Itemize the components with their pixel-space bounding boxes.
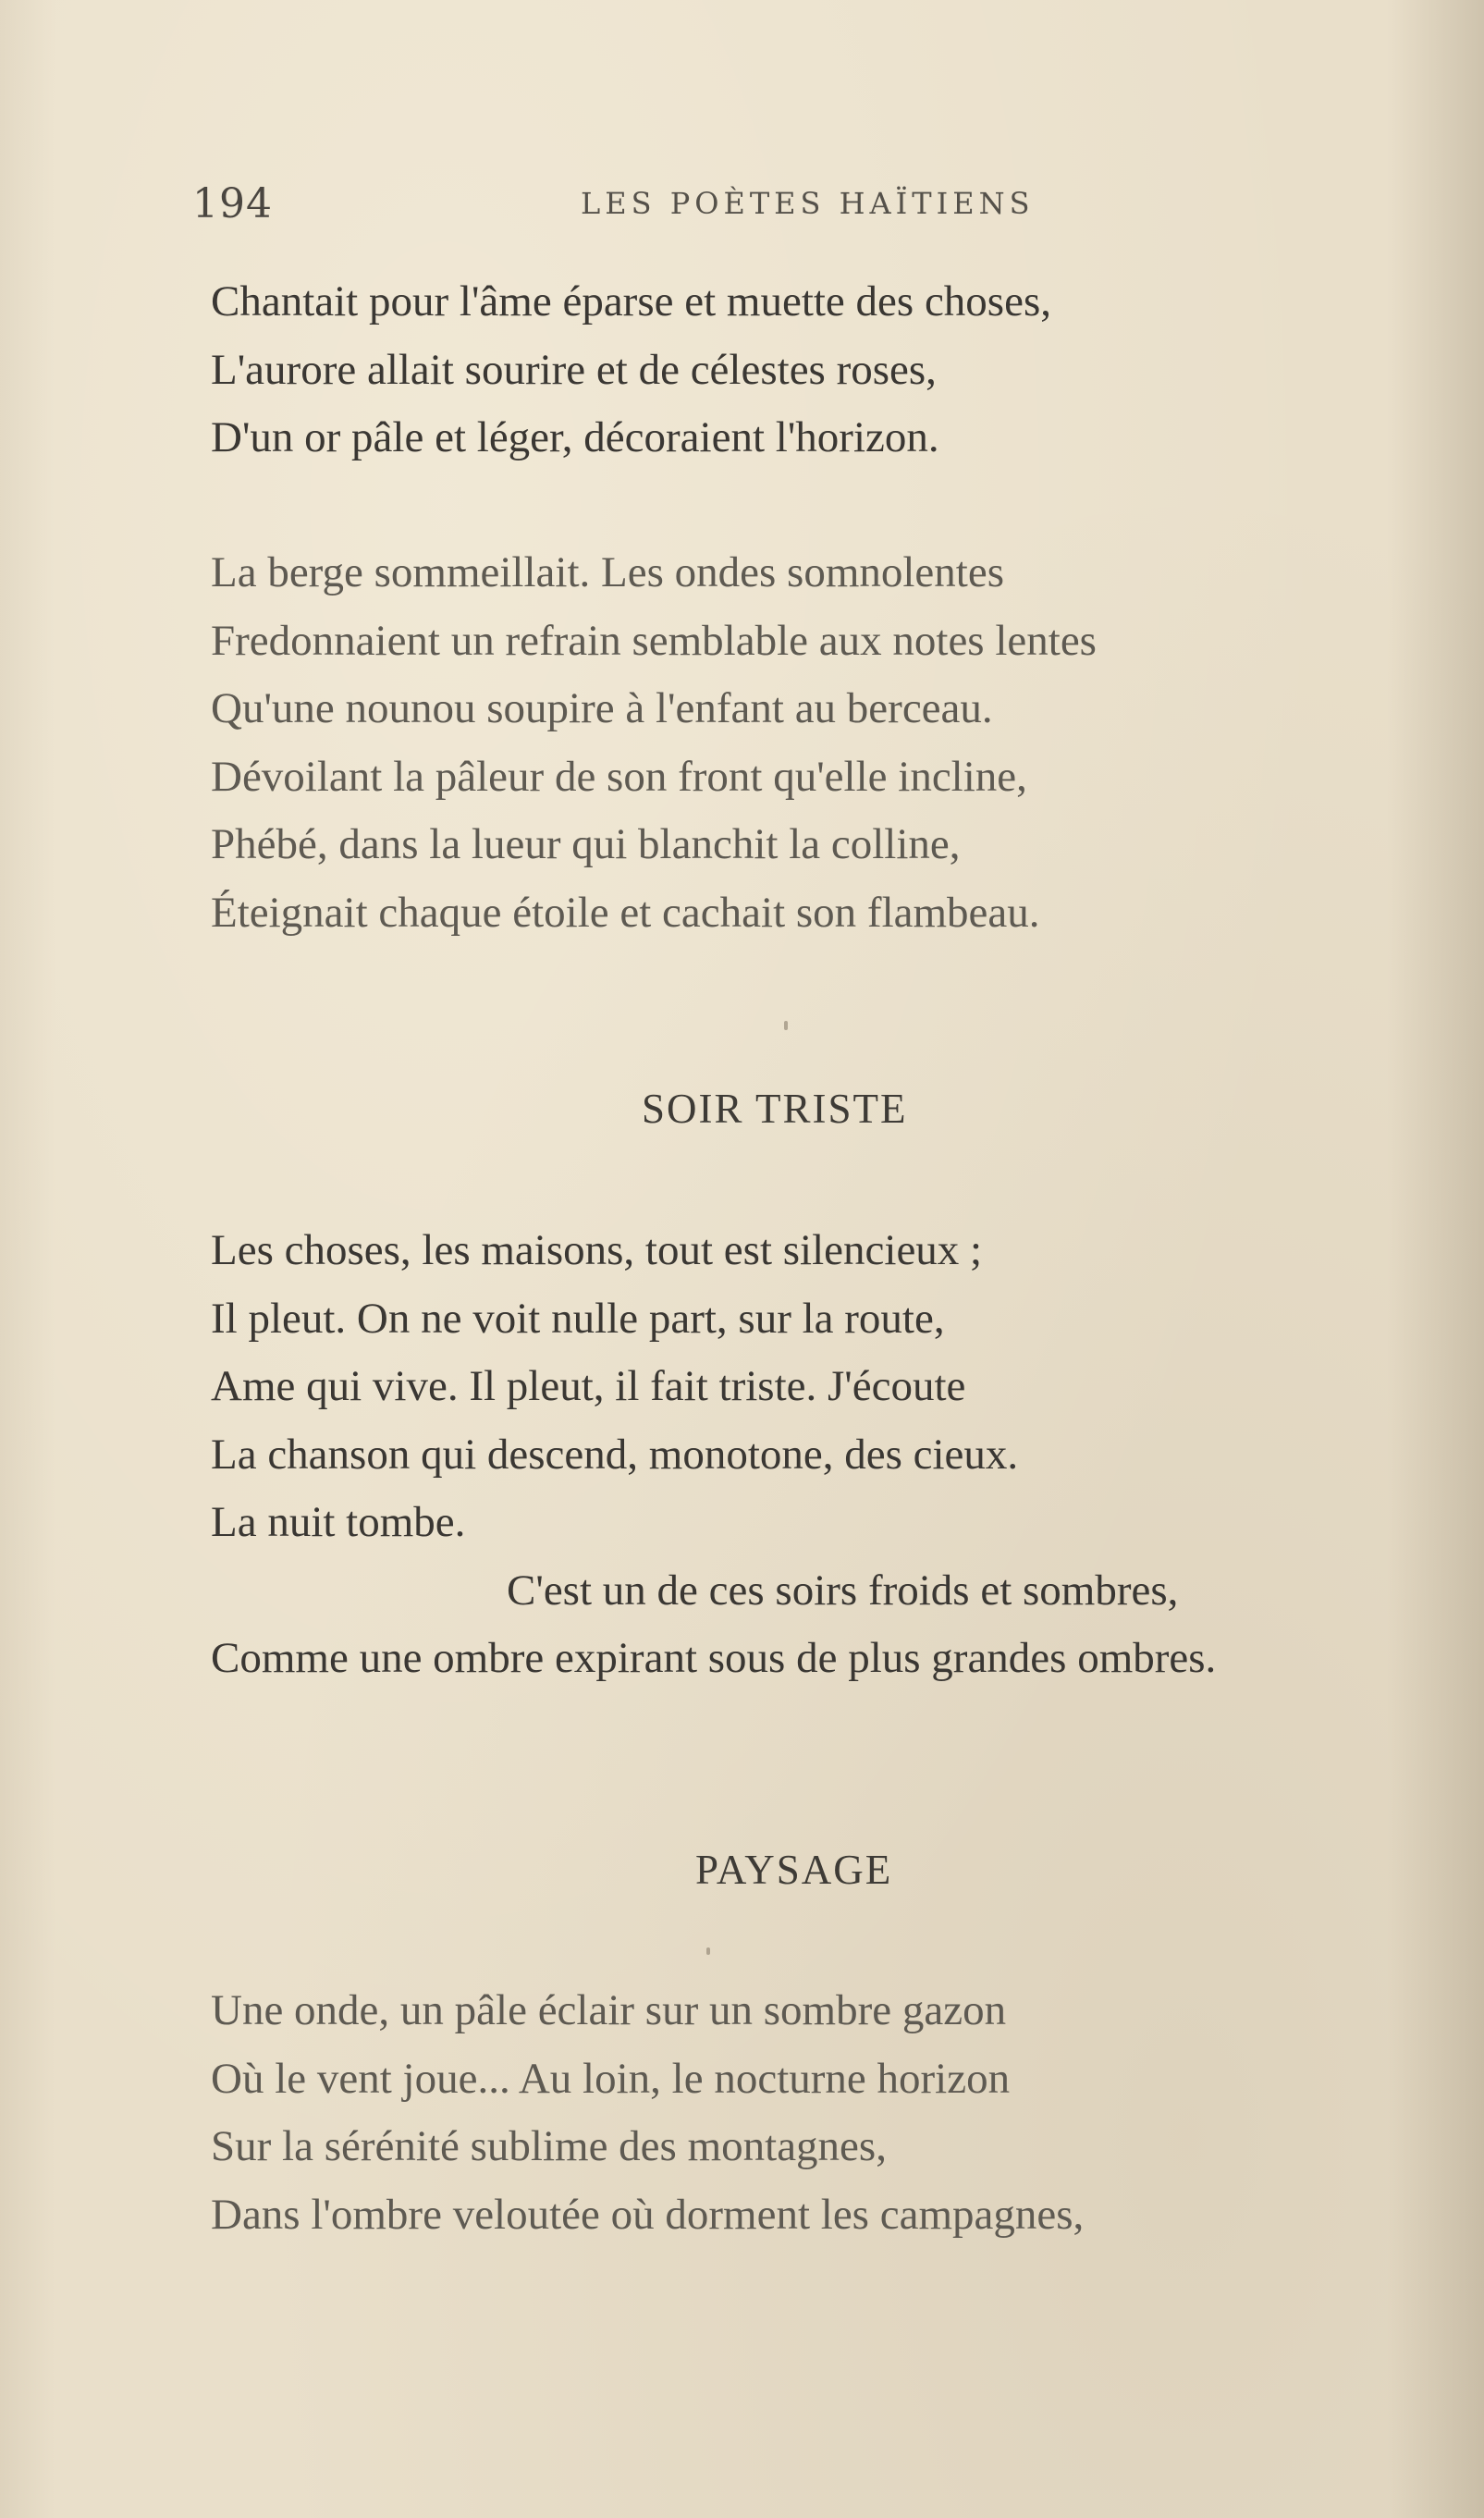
- verse-line: Dévoilant la pâleur de son front qu'elle incline,: [211, 752, 1027, 801]
- verse-line-indented: C'est un de ces soirs froids et sombres,: [507, 1566, 1179, 1615]
- poem-title-paysage: PAYSAGE: [695, 1847, 893, 1893]
- verse-line: L'aurore allait sourire et de célestes roses,: [211, 345, 937, 394]
- ink-speck: [784, 1021, 788, 1030]
- verse-line: D'un or pâle et léger, décoraient l'horizon.: [211, 413, 939, 461]
- verse-line: Où le vent joue... Au loin, le nocturne horizon: [211, 2054, 1011, 2103]
- verse-line: Sur la sérénité sublime des montagnes,: [211, 2122, 887, 2170]
- stanza-opening: [211, 268, 1051, 473]
- verse-line: La berge sommeillait. Les ondes somnolentes: [211, 548, 1005, 596]
- ink-speck: [706, 1947, 710, 1955]
- verse-line: Ame qui vive. Il pleut, il fait triste. J'écoute: [211, 1362, 966, 1410]
- stanza-second: [211, 539, 1097, 947]
- verse-line: Éteignait chaque étoile et cachait son flambeau.: [211, 888, 1040, 937]
- running-head: [192, 180, 1302, 236]
- verse-line: Une onde, un pâle éclair sur un sombre gazon: [211, 1986, 1007, 2034]
- poem-title-soir-triste: SOIR TRISTE: [642, 1086, 908, 1132]
- verse-line: La nuit tombe.: [211, 1498, 466, 1546]
- running-title: LES POÈTES HAÏTIENS: [581, 186, 1035, 221]
- page-number: 194: [192, 180, 273, 227]
- poem-soir-triste: [211, 1217, 1216, 1693]
- verse-line: Chantait pour l'âme éparse et muette des choses,: [211, 277, 1051, 325]
- verse-line: Il pleut. On ne voit nulle part, sur la route,: [211, 1294, 945, 1343]
- verse-line: Dans l'ombre veloutée où dorment les campagnes,: [211, 2190, 1085, 2239]
- poem-paysage: [211, 1977, 1084, 2249]
- verse-line: Comme une ombre expirant sous de plus grandes ombres.: [211, 1634, 1217, 1682]
- verse-line: La chanson qui descend, monotone, des cieux.: [211, 1430, 1019, 1479]
- verse-line: Phébé, dans la lueur qui blanchit la colline,: [211, 820, 961, 868]
- verse-line: Qu'une nounou soupire à l'enfant au berceau.: [211, 684, 993, 732]
- verse-line: Fredonnaient un refrain semblable aux notes lentes: [211, 616, 1097, 665]
- verse-line: Les choses, les maisons, tout est silencieux ;: [211, 1226, 983, 1274]
